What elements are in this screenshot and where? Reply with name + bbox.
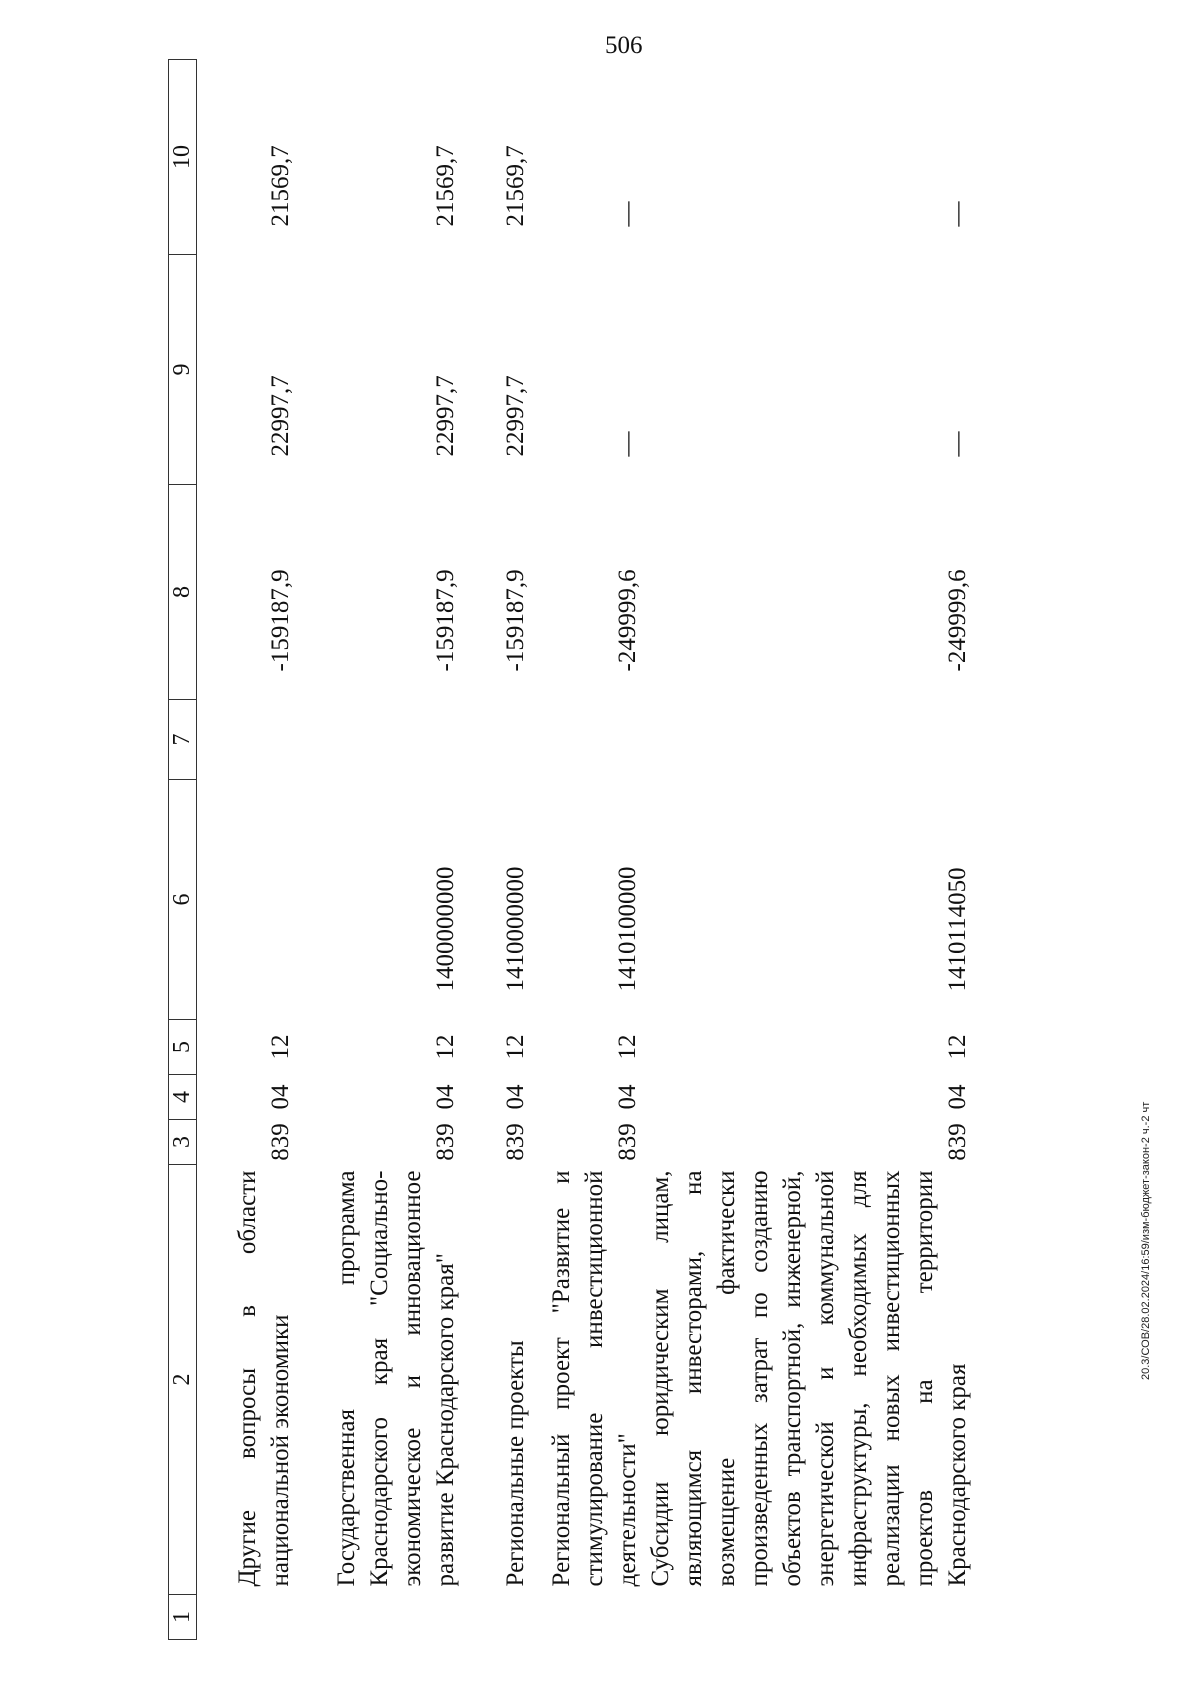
cell-col6: 1410000000 [502,866,529,992]
header-cell: 10 [169,60,197,255]
cell-col1 [532,1595,644,1640]
cell-col3: 839 [267,1123,294,1161]
cell-col4: 04 [432,1084,459,1110]
cell-col10: 21569,7 [267,145,294,227]
cell-col10: 21569,7 [432,145,459,227]
cell-col9: 22997,7 [502,375,529,457]
page-number: 506 [605,32,643,59]
cell-col9: — [944,431,971,457]
cell-col3: 839 [432,1123,459,1161]
cell-col4: 04 [502,1084,529,1110]
cell-col10: — [614,201,641,227]
cell-description: Субсидии юридическим лицам, являющимся инвесторами, на возмещение фактически произведенных затрат по созданию объектов транспортной, инженерной, энергетической и коммунальной инфраструктуры, необходимых для реализации новых инвестиционных проектов на территории Краснодарского края [647,1170,971,1587]
cell-col6: 1400000000 [432,866,459,992]
cell-col5: 12 [432,1034,459,1060]
header-cell: 6 [169,780,197,1020]
cell-col8: -159187,9 [267,569,294,672]
cell-description: Региональный проект "Развитие и стимулирование инвестиционной деятельности" [548,1170,641,1587]
header-cell: 1 [169,1595,197,1640]
header-cell: 8 [169,485,197,700]
budget-table [168,59,974,1640]
header-cell: 3 [169,1120,197,1165]
table-row [532,60,644,1640]
cell-col5: 12 [267,1034,294,1060]
cell-col1 [644,1595,974,1640]
cell-col7 [197,700,298,780]
header-cell: 4 [169,1075,197,1120]
cell-col3: 839 [502,1123,529,1161]
cell-col7 [462,700,532,780]
header-cell: 5 [169,1020,197,1075]
header-cell: 2 [169,1165,197,1595]
table-row [197,60,298,1640]
cell-col5: 12 [502,1034,529,1060]
cell-col1 [197,1595,298,1640]
cell-col1 [462,1595,532,1640]
cell-col6: 1410100000 [614,866,641,992]
rotated-table-wrapper [168,60,1068,1640]
cell-col10: — [944,201,971,227]
cell-description: Региональные проекты [502,1340,529,1587]
cell-col9: 22997,7 [267,375,294,457]
cell-description: Другие вопросы в области национальной экономики [234,1170,294,1587]
cell-col4: 04 [944,1084,971,1110]
table-row [462,60,532,1640]
cell-description: Государственная программа Краснодарского края "Социально-экономическое и инновационное развитие Краснодарского края" [333,1170,459,1587]
cell-col1 [297,1595,462,1640]
cell-col3: 839 [944,1123,971,1161]
table-header-row [169,60,197,1640]
cell-col7 [532,700,644,780]
cell-col4: 04 [267,1084,294,1110]
cell-col8: -159187,9 [432,569,459,672]
table-row [644,60,974,1640]
cell-col8: -249999,6 [614,569,641,672]
cell-col6 [197,780,298,1020]
cell-col8: -159187,9 [502,569,529,672]
cell-col5: 12 [944,1034,971,1060]
cell-col9: — [614,431,641,457]
cell-col4: 04 [614,1084,641,1110]
cell-col6: 1410114050 [944,867,971,992]
cell-col7 [297,700,462,780]
cell-col9: 22997,7 [432,375,459,457]
cell-col10: 21569,7 [502,145,529,227]
table-row [297,60,462,1640]
cell-col3: 839 [614,1123,641,1161]
header-cell: 7 [169,700,197,780]
cell-col8: -249999,6 [944,569,971,672]
header-cell: 9 [169,255,197,485]
cell-col5: 12 [614,1034,641,1060]
footer-code: 20.3/СОВ/28.02.2024/16:59/изм-бюджет-закон-2 ч.-2 чт [1140,1101,1152,1380]
cell-col7 [644,700,974,780]
